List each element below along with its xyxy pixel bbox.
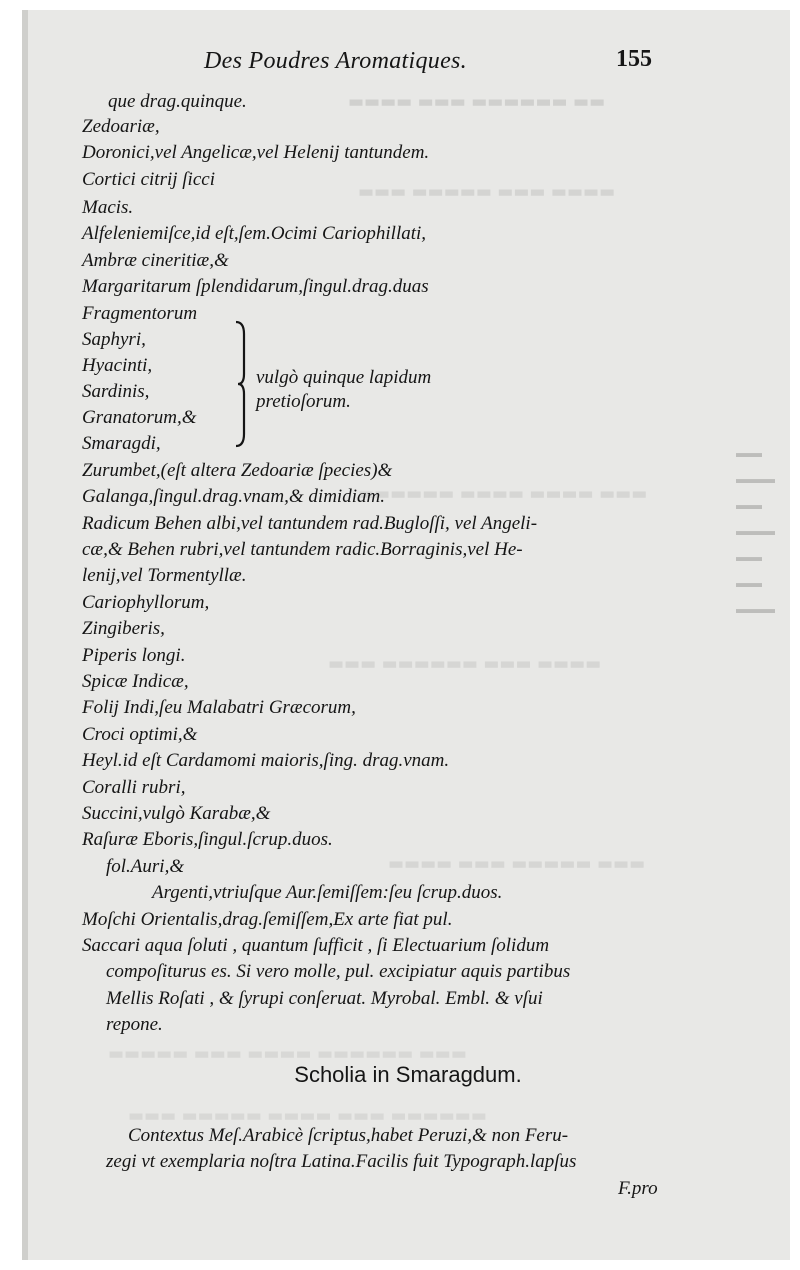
bleed-through-texture: ▬▬▬▬ ▬▬▬ ▬▬▬▬▬ ▬▬▬ — [388, 854, 646, 874]
text-line: Zingiberis, — [82, 618, 165, 639]
text-line: Cortici citrij ſicci — [82, 169, 215, 190]
text-line: Heyl.id eſt Cardamomi maioris,ſing. drag.vnam. — [82, 750, 450, 771]
running-header: Des Poudres Aromatiques. — [204, 48, 467, 74]
text-line: Spicæ Indicæ, — [82, 671, 189, 692]
text-line: Succini,vulgò Karabæ,& — [82, 803, 271, 824]
catchword: F.pro — [618, 1178, 658, 1199]
list-item: Hyacinti, — [82, 355, 153, 376]
text-line: que drag.quinque. — [108, 91, 247, 112]
bracket-note — [256, 366, 431, 414]
text-line: Fragmentorum — [82, 303, 198, 324]
text-line: Contextus Meſ.Arabicè ſcriptus,habet Peruzi,& non Feru- — [128, 1125, 569, 1146]
text-line: Doronici,vel Angelicæ,vel Helenij tantundem. — [82, 142, 430, 163]
book-page — [22, 10, 790, 1260]
text-line: Argenti,vtriuſque Aur.ſemiſſem:ſeu ſcrup.duos. — [152, 882, 503, 903]
text-line: Radicum Behen albi,vel tantundem rad.Bugloſſi, vel Angeli- — [82, 513, 538, 534]
bleed-through-texture: ▬▬▬▬ ▬▬▬ ▬▬▬▬▬▬ ▬▬ — [348, 92, 606, 112]
bleed-through-texture: ▬▬▬ ▬▬▬▬▬▬ ▬▬▬ ▬▬▬▬ — [328, 654, 602, 674]
text-line: Coralli rubri, — [82, 777, 186, 798]
text-line: Croci optimi,& — [82, 724, 198, 745]
text-line: Ambræ cineritiæ,& — [82, 250, 229, 271]
bleed-through-texture: ▬▬ ▬▬▬ ▬▬ ▬▬▬ ▬▬ ▬▬ ▬▬▬ — [736, 445, 775, 616]
section-heading: Scholia in Smaragdum. — [294, 1062, 522, 1087]
text-line: lenij,vel Tormentyllæ. — [82, 565, 247, 586]
bleed-through-texture: ▬▬▬▬▬ ▬▬▬ ▬▬▬▬ ▬▬▬▬▬▬ ▬▬▬ — [108, 1044, 467, 1064]
bleed-through-texture: ▬▬▬ ▬▬▬▬▬ ▬▬▬▬ ▬▬▬ ▬▬▬▬▬▬ — [128, 1106, 487, 1126]
text-line: Margaritarum ſplendidarum,ſingul.drag.duas — [82, 276, 429, 297]
text-line: Macis. — [82, 197, 134, 218]
bracket-note-line: pretioſorum. — [256, 391, 351, 412]
text-line: Alfeleniemiſce,id eſt,ſem.Ocimi Cariophillati, — [82, 223, 427, 244]
bleed-through-texture: ▬▬▬ ▬▬▬▬▬ ▬▬▬ ▬▬▬▬ — [358, 182, 616, 202]
page-number: 155 — [616, 46, 652, 72]
list-item: Saphyri, — [82, 329, 146, 350]
list-item: Granatorum,& — [82, 407, 197, 428]
list-item: Sardinis, — [82, 381, 150, 402]
text-line: Raſuræ Eboris,ſingul.ſcrup.duos. — [82, 829, 333, 850]
curly-brace-icon — [234, 320, 248, 448]
text-line: Zedoariæ, — [82, 116, 160, 137]
text-line: Piperis longi. — [82, 645, 186, 666]
text-line: Cariophyllorum, — [82, 592, 210, 613]
text-line: Mellis Roſati , & ſyrupi conſeruat. Myrobal. Embl. & vſui — [106, 988, 543, 1009]
text-line: Saccari aqua ſoluti , quantum ſufficit , ſi Electuarium ſolidum — [82, 935, 550, 956]
bracket-note-line: vulgò quinque lapidum — [256, 367, 432, 388]
text-line: Galanga,ſingul.drag.vnam,& dimidiam. — [82, 486, 385, 507]
text-line: repone. — [106, 1014, 163, 1035]
text-line: fol.Auri,& — [106, 856, 185, 877]
bleed-through-texture: ▬▬▬▬▬▬ ▬▬▬▬ ▬▬▬▬ ▬▬▬ — [358, 484, 648, 504]
text-line: zegi vt exemplaria noſtra Latina.Facilis fuit Typograph.lapſus — [106, 1151, 577, 1172]
text-line: Moſchi Orientalis,drag.ſemiſſem,Ex arte fiat pul. — [82, 909, 453, 930]
text-line: cæ,& Behen rubri,vel tantundem radic.Borraginis,vel He- — [82, 539, 523, 560]
text-line: Zurumbet,(eſt altera Zedoariæ ſpecies)& — [82, 460, 393, 481]
text-line: Folij Indi,ſeu Malabatri Græcorum, — [82, 697, 356, 718]
text-line: compoſiturus es. Si vero molle, pul. excipiatur aquis partibus — [106, 961, 571, 982]
list-item: Smaragdi, — [82, 433, 161, 454]
